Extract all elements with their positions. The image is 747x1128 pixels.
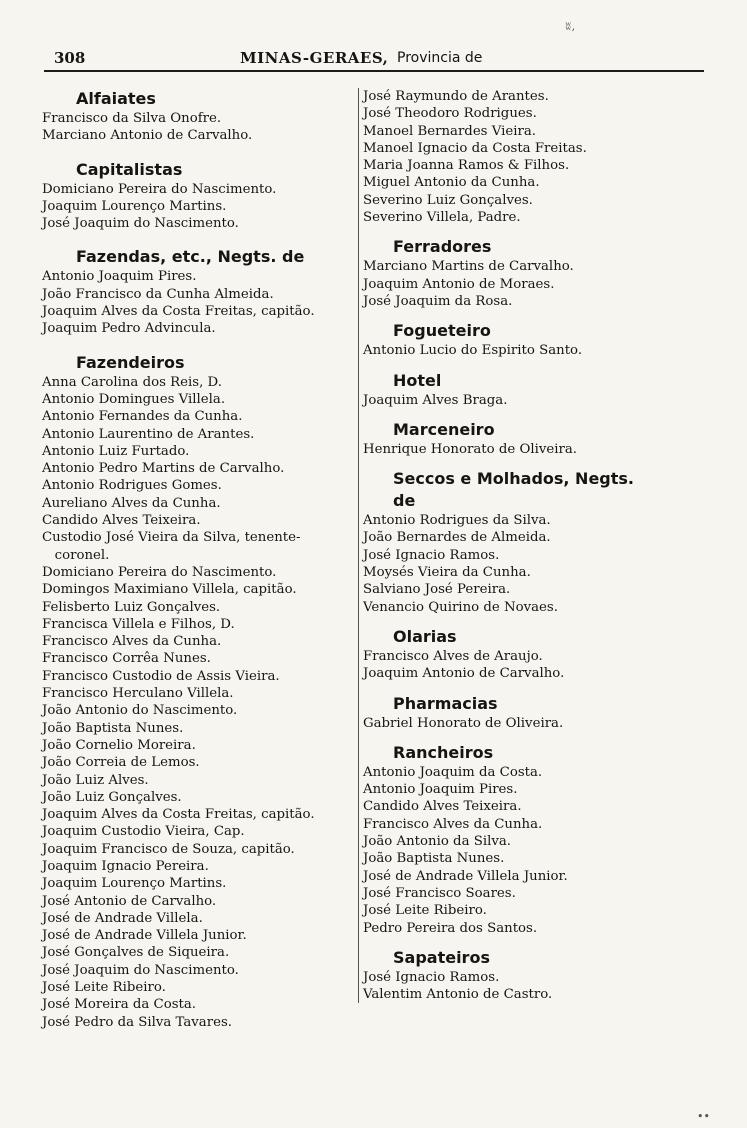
entry: Joaquim Custodio Vieira, Cap. [42,824,245,840]
section-fogueteiro [363,320,653,359]
entry: José Antonio de Carvalho. [42,893,217,909]
section-marceneiro [363,419,653,458]
entry: Joaquim Antonio de Moraes. [363,276,555,292]
entry: José Ignacio Ramos. [363,547,500,563]
entry: Pedro Pereira dos Santos. [363,920,538,936]
section-heading: Alfaiates [76,89,156,108]
section-heading: Pharmacias [393,693,498,713]
section-seccos-e-molhados [363,468,653,616]
entry: Antonio Lucio do Espirito Santo. [363,343,583,359]
continued-list [363,88,653,226]
entry: Anna Carolina dos Reis, D. [42,374,222,390]
section-ferradores [363,236,653,310]
entry: Joaquim Lourenço Martins. [42,198,227,214]
entry: João Correia de Lemos. [42,755,200,771]
entry: Antonio Rodrigues Gomes. [42,478,222,494]
entry: José Leite Ribeiro. [42,980,166,996]
section-heading: Hotel [393,370,442,390]
entry: Valentim Antonio de Castro. [363,987,553,1003]
page-number: 308 [54,49,86,67]
entry: José Ignacio Ramos. [363,969,500,985]
entry: Manoel Ignacio da Costa Freitas. [363,140,587,156]
entry: João Luiz Alves. [42,772,149,788]
section-heading: Marceneiro [393,419,495,439]
section-heading: Ferradores [393,237,492,257]
entry: José Joaquim da Rosa. [363,293,513,309]
entry: José Gonçalves de Siqueira. [42,945,230,961]
entry: Francisco da Silva Onofre. [42,111,222,126]
entry: Antonio Luiz Furtado. [42,443,190,459]
entry: Francisco Herculano Villela. [42,686,234,702]
section-capitalistas [42,159,358,233]
entry: José Theodoro Rodrigues. [363,106,537,122]
section-heading: Fazendeiros [76,352,185,372]
entry: Joaquim Antonio de Carvalho. [363,666,565,682]
entry: Antonio Pedro Martins de Carvalho. [42,461,285,477]
entry: Francisca Villela e Filhos, D. [42,616,235,632]
entry: Domingos Maximiano Villela, capitão. [42,582,297,598]
left-column [42,88,358,1031]
entry: Marciano Antonio de Carvalho. [42,128,253,144]
section-heading: Rancheiros [393,742,494,762]
entry: João Bernardes de Almeida. [363,530,551,546]
right-column [358,88,653,1003]
entry: José Francisco Soares. [363,885,516,901]
entry: Antonio Fernandes da Cunha. [42,409,243,425]
entry: Gabriel Honorato de Oliveira. [363,715,564,731]
entry: Joaquim Francisco de Souza, capitão. [42,841,295,857]
section-fazendas [42,246,358,337]
entry: Antonio Domingues Villela. [42,391,226,407]
entry: Aureliano Alves da Cunha. [42,495,221,511]
entry: Salviano José Pereira. [363,582,511,598]
entry: José de Andrade Villela. [42,910,203,926]
entry: Maria Joanna Ramos & Filhos. [363,158,570,174]
entry: José Raymundo de Arantes. [363,89,549,104]
section-heading: Seccos e Molhados, Negts. de [393,469,634,511]
entry: Candido Alves Teixeira. [42,513,201,529]
section-sapateiros [363,947,653,1004]
section-hotel [363,370,653,409]
entry: Moysés Vieira da Cunha. [363,565,531,581]
entry: José Joaquim do Nascimento. [42,216,239,232]
section-heading: Capitalistas [76,159,183,179]
section-heading: Olarias [393,626,457,646]
section-heading: Fogueteiro [393,321,491,341]
entry: Antonio Laurentino de Arantes. [42,426,255,442]
entry: Venancio Quirino de Novaes. [363,599,558,615]
printing-mark: •• [697,1110,710,1123]
section-heading: Sapateiros [393,947,490,967]
section-alfaiates [42,88,358,145]
entry: Felisberto Luiz Gonçalves. [42,599,221,615]
journal-title: MINAS-GERAES, [240,49,389,67]
entry: José Leite Ribeiro. [363,903,487,919]
entry: Joaquim Alves da Costa Freitas, capitão. [42,304,315,320]
entry: João Baptista Nunes. [42,720,184,736]
entry: Domiciano Pereira do Nascimento. [42,564,277,580]
entry: Antonio Joaquim da Costa. [363,764,543,780]
journal-subtitle: Provincia de [397,50,483,66]
entry: João Cornelio Moreira. [42,737,196,753]
entry: Francisco Alves de Araujo. [363,648,543,664]
entry: Severino Villela, Padre. [363,210,521,226]
entry: José Moreira da Costa. [42,997,197,1013]
entry: Francisco Alves da Cunha. [42,634,222,650]
entry: José de Andrade Villela Junior. [42,928,247,944]
entry: João Luiz Gonçalves. [42,789,182,805]
entry: Joaquim Alves da Costa Freitas, capitão. [42,807,315,823]
entry: Joaquim Lourenço Martins. [42,876,227,892]
section-rancheiros [363,742,653,937]
entry: José Pedro da Silva Tavares. [42,1014,232,1030]
section-pharmacias [363,693,653,732]
entry: Joaquim Ignacio Pereira. [42,858,209,874]
entry: José de Andrade Villela Junior. [363,868,568,884]
entry: Joaquim Pedro Advincula. [42,321,216,337]
entry: Marciano Martins de Carvalho. [363,259,574,275]
section-fazendeiros [42,352,358,1031]
entry: João Francisco da Cunha Almeida. [42,286,274,302]
printing-mark: ʬ, [565,20,576,33]
entry: Joaquim Alves Braga. [363,392,508,408]
entry: Candido Alves Teixeira. [363,799,522,815]
entry: Antonio Rodrigues da Silva. [363,513,551,529]
entry: coronel. [42,547,110,563]
entry: João Antonio do Nascimento. [42,703,238,719]
section-olarias [363,626,653,683]
entry: Antonio Joaquim Pires. [363,782,518,798]
entry: Francisco Corrêa Nunes. [42,651,211,667]
entry: Francisco Custodio de Assis Vieira. [42,668,280,684]
entry: Custodio José Vieira da Silva, tenente- [42,530,301,546]
section-heading: Fazendas, etc., Negts. de [76,247,305,267]
entry: Henrique Honorato de Oliveira. [363,441,577,457]
entry: Domiciano Pereira do Nascimento. [42,181,277,197]
entry: João Baptista Nunes. [363,851,505,867]
entry: Manoel Bernardes Vieira. [363,123,536,139]
entry: Antonio Joaquim Pires. [42,269,197,285]
entry: José Joaquim do Nascimento. [42,962,239,978]
entry: João Antonio da Silva. [363,834,512,850]
page-header [44,48,704,72]
entry: Francisco Alves da Cunha. [363,816,543,832]
entry: Miguel Antonio da Cunha. [363,175,540,191]
entry: Severino Luiz Gonçalves. [363,192,533,208]
